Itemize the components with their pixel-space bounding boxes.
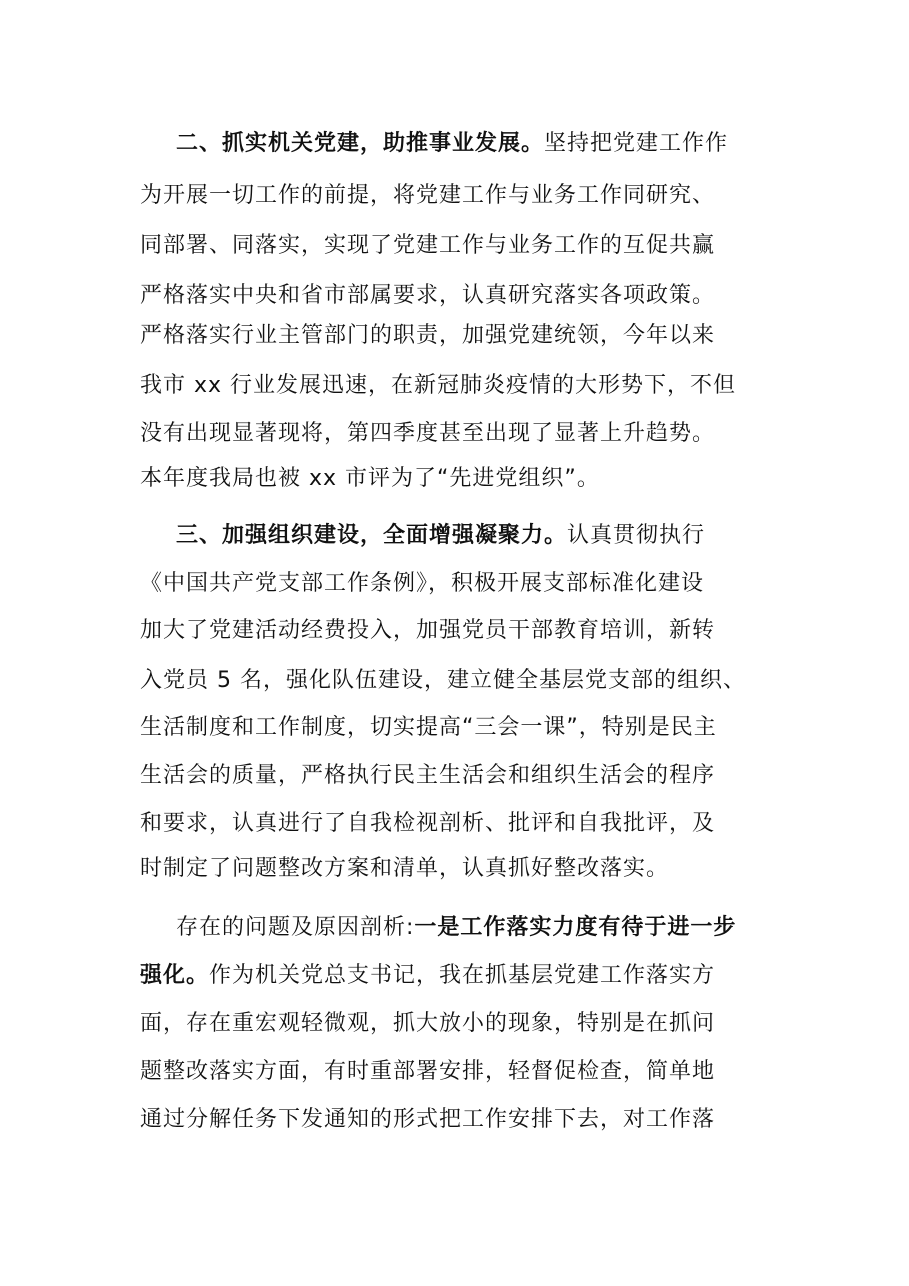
- problems-heading-part2: 强化。: [140, 963, 210, 988]
- section3-line-1: [176, 520, 780, 552]
- section3-line-2: 《中国共产党支部工作条例》，积极开展支部标准化建设: [140, 571, 705, 596]
- section3-line-8: 时制定了问题整改方案和清单，认真抓好整改落实。: [140, 856, 670, 881]
- problems-line-1: [176, 912, 780, 944]
- problems-line-2-rest: 作为机关党总支书记，我在抓基层党建工作落实方: [209, 963, 716, 988]
- problems-line-5: 通过分解任务下发通知的形式把工作安排下去，对工作落: [140, 1107, 716, 1132]
- section3-line-3: 加大了党建活动经费投入，加强党员干部教育培训，新转: [140, 618, 716, 643]
- section2-line-7: 没有出现显著现将，第四季度甚至出现了显著上升趋势。: [140, 421, 716, 446]
- problems-line-4: 题整改落实方面，有时重部署安排，轻督促检查，简单地: [140, 1059, 716, 1084]
- section3-line-1-rest: 认真贯彻执行: [567, 523, 706, 548]
- section2-line-3: 同部署、同落实，实现了党建工作与业务工作的互促共赢: [140, 233, 716, 258]
- section2-line-6: 我市 xx 行业发展迅速，在新冠肺炎疫情的大形势下，不但: [140, 373, 737, 398]
- section3-line-4: 入党员 5 名，强化队伍建设，建立健全基层党支部的组织、: [140, 668, 746, 693]
- problems-line-2: [140, 960, 780, 992]
- problems-lead: 存在的问题及原因剖析:: [176, 915, 415, 940]
- section3-line-5: 生活制度和工作制度，切实提高“三会一课”，特别是民主: [140, 715, 717, 740]
- section2-line-1-rest: 坚持把党建工作作: [544, 131, 729, 156]
- problems-line-3: 面，存在重宏观轻微观，抓大放小的现象，特别是在抓问: [140, 1011, 716, 1036]
- problems-heading-part1: 一是工作落实力度有待于进一步: [414, 915, 737, 940]
- section2-line-2: 为开展一切工作的前提，将党建工作与业务工作同研究、: [140, 183, 716, 208]
- section3-heading: 三、加强组织建设，全面增强凝聚力。: [176, 523, 568, 548]
- section2-line-5: 严格落实行业主管部门的职责，加强党建统领，今年以来: [140, 323, 716, 348]
- section3-line-7: 和要求，认真进行了自我检视剖析、批评和自我批评，及: [140, 811, 716, 836]
- section2-heading: 二、抓实机关党建，助推事业发展。: [176, 131, 545, 156]
- section2-line-4: 严格落实中央和省市部属要求，认真研究落实各项政策。: [140, 283, 716, 308]
- section3-line-6: 生活会的质量，严格执行民主生活会和组织生活会的程序: [140, 763, 716, 788]
- section2-line-1: [176, 128, 780, 160]
- section2-line-8: 本年度我局也被 xx 市评为了“先进党组织”。: [140, 466, 600, 491]
